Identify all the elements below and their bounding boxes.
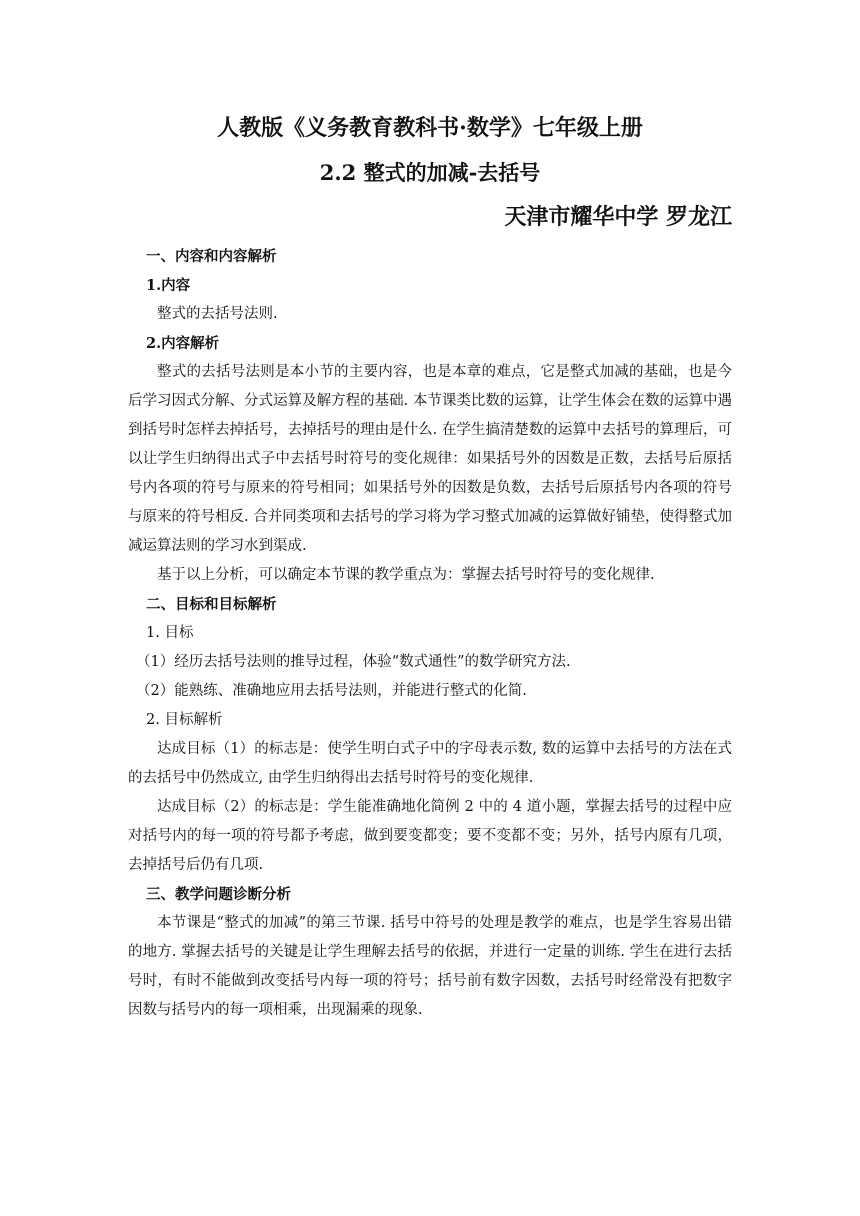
document-subtitle: 2.2 整式的加减-去括号 <box>319 160 541 185</box>
section-1-analysis-paragraph: 整式的去括号法则是本小节的主要内容，也是本章的难点，它是整式加减的基础，也是今后学习因式分解、分式运算及解方程的基础. 本节课类比数的运算，让学生体会在数的运算中遇到括号时怎样去掉括号，去掉括号的理由是什么. 在学生搞清楚数的运算中去括号的算理后，可以让学生归纳得出式子中去括号时符号的变化规律：如果括号外的因数是正数，去括号后原括号内各项的符号与原来的符号相同；如果括号外的因数是负数，去括号后原括号内各项的符号与原来的符号相反. 合并同类项和去括号的学习将为学习整式加减的运算做好铺垫，使得整式加减运算法则的学习水到渠成. <box>128 364 732 554</box>
section-1-subheading-content: 1.内容 <box>146 277 191 294</box>
document-body <box>128 242 732 1025</box>
goal-analysis-paragraph-1: 达成目标（1）的标志是：使学生明白式子中的字母表示数, 数的运算中去括号的方法在式的去括号中仍然成立, 由学生归纳得出去括号时符号的变化规律. <box>128 741 732 786</box>
goal-analysis-paragraph-2: 达成目标（2）的标志是：学生能准确地化简例 2 中的 4 道小题，掌握去括号的过程中应对括号内的每一项的符号都予考虑，做到要变都变；要不变都不变；另外，括号内原有几项，去掉括号后仍有几项. <box>128 799 732 873</box>
document-author: 天津市耀华中学 罗龙江 <box>504 204 732 230</box>
section-2-subheading-goals: 1. 目标 <box>146 625 194 641</box>
section-1-content-paragraph: 整式的去括号法则. <box>157 306 278 322</box>
section-2-subheading-goal-analysis: 2. 目标解析 <box>146 712 223 728</box>
section-2-heading: 二、目标和目标解析 <box>146 596 277 613</box>
section-1-heading: 一、内容和内容解析 <box>146 248 277 265</box>
section-3-heading: 三、教学问题诊断分析 <box>146 886 291 903</box>
document-title: 人教版《义务教育教科书·数学》七年级上册 <box>217 115 643 141</box>
goal-item-1: （1）经历去括号法则的推导过程，体验“数式通性”的数学研究方法. <box>136 654 571 670</box>
section-3-paragraph: 本节课是“整式的加减”的第三节课. 括号中符号的处理是教学的难点，也是学生容易出错的地方. 掌握去括号的关键是让学生理解去括号的依据，并进行一定量的训练. 学生在进行去括号时，有时不能做到改变括号内每一项的符号；括号前有数字因数，去括号时经常没有把数字因数与括号内的每一项相乘，出现漏乘的现象. <box>128 915 732 1018</box>
goal-item-2: （2）能熟练、准确地应用去括号法则，并能进行整式的化简. <box>136 683 527 699</box>
section-1-subheading-analysis: 2.内容解析 <box>146 335 220 352</box>
section-1-focus-paragraph: 基于以上分析，可以确定本节课的教学重点为：掌握去括号时符号的变化规律. <box>157 567 655 583</box>
